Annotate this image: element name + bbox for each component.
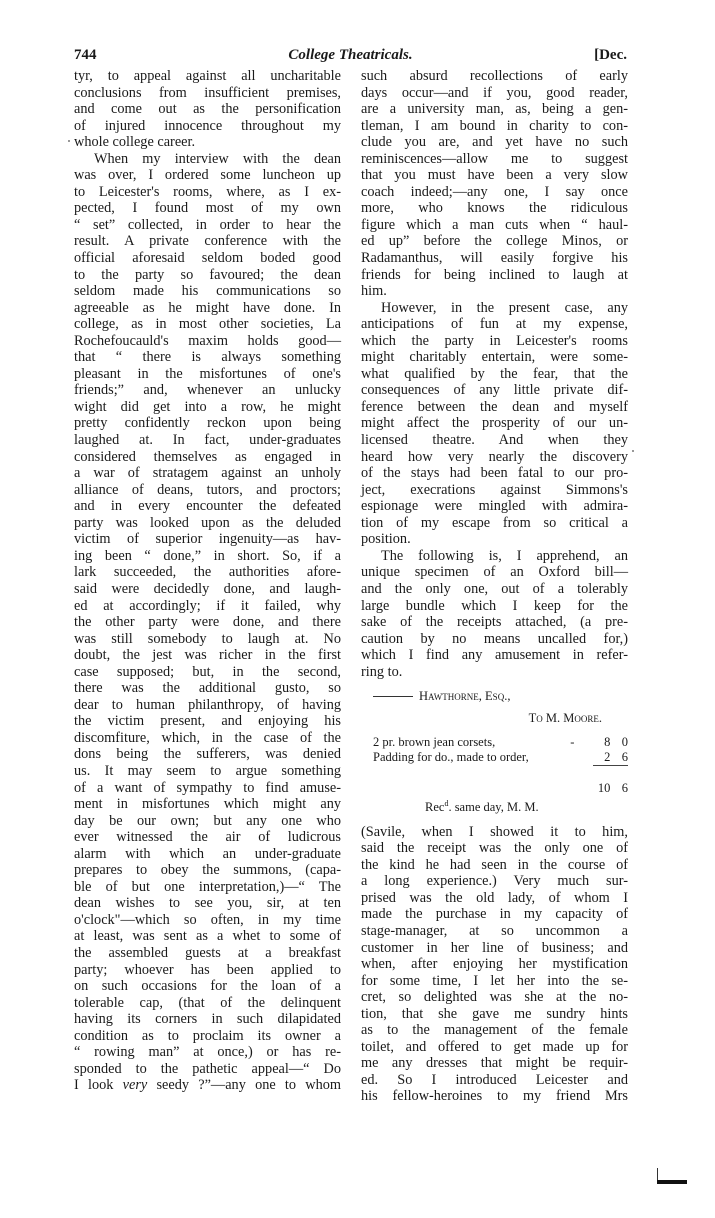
text-line: victim of superior ingenuity—as hav- [74,531,341,548]
text-line: ing been “ done,” in short. So, if a [74,547,341,564]
text-line: and come out as the personification [74,101,341,118]
text-line: Radamanthus, will easily forgive his [361,250,628,267]
addressee-text: Hawthorne, Esq., [419,689,511,704]
item-shillings: 2 [604,750,611,765]
item-leader: - [570,735,575,750]
total-row [373,781,628,796]
right-column-text-after-bill [361,824,628,1105]
text-line: the assembled guests at a breakfast [74,944,341,961]
sum-rule-row [373,766,628,781]
text-line: of a want of sympathy to find amuse- [74,779,341,796]
text-line: tion, that she gave me sundry hints [361,1005,628,1022]
receipt-note [361,796,628,814]
text-line: me any dresses that might be requir- [361,1055,628,1072]
text-line: party was looked upon as the deluded [74,514,341,531]
text-line: seldom made his communications so [74,283,341,300]
text-line: reminiscences—allow me to suggest [361,150,628,167]
text-line: large bundle which I keep for the [361,597,628,614]
running-title: College Theatricals. [288,47,413,63]
text-line: friends;” and, whenever an unlucky [74,382,341,399]
text-line: doubt, the jest was richer in the first [74,647,341,664]
text-line: pected, I found most of my own [74,200,341,217]
text-line: more, who knows the ridiculous [361,200,628,217]
scan-speck [68,140,70,142]
text-line: sake of the receipts attached, (a pre- [361,614,628,631]
blank-name-dash [373,696,413,697]
scan-speck [632,450,634,452]
text-line: ed at accordingly; if it failed, why [74,597,341,614]
text-line: considered themselves as engaged in [74,448,341,465]
text-line: what qualified by the fear, that the [361,365,628,382]
text-line: ed. So I introduced Leicester and [361,1071,628,1088]
text-line: pretty confidently reckon upon being [74,415,341,432]
page-header [74,47,627,67]
text-line: was still somebody to laugh at. No [74,630,341,647]
text-line: However, in the present case, any [381,299,628,316]
text-line: prised was the old lady, of whom I [361,889,628,906]
text-line: tleman, I am bound in charity to con- [361,117,628,134]
page-number: 744 [74,47,97,63]
total-pence: 6 [621,780,628,795]
right-column [361,68,628,1105]
scan-corner-mark [657,1180,687,1184]
text-line: the kind he had seen in the course of [361,856,628,873]
receipt-suffix: . same day, M. M. [448,799,539,814]
text-line: such absurd recollections of early [361,68,628,84]
text-line: his fellow-heroines to my friend Mrs [361,1088,628,1105]
text-line: consequences of any little private dif- [361,382,628,399]
item-description: Padding for do., made to order, [373,750,529,765]
text-line: him. [361,283,387,300]
text-line: that “ there is always something [74,349,341,366]
text-line: alliance of deans, tutors, and proctors; [74,481,341,498]
text-line: “ set” collected, in order to hear the [74,216,341,233]
text-line: “ rowing man” at once,) or has re- [74,1044,341,1061]
receipt-sup: d [444,798,449,808]
text-line: tyr, to appeal against all uncharitable [74,68,341,84]
item-shillings: 8 [604,735,611,750]
text-line: ble of but one interpretation,)—“ The [74,878,341,895]
text-line: ject, execrations against Simmons's [361,481,628,498]
text-line: stage-manager, at so uncommon a [361,923,628,940]
text-line: might affect the prosperity of our un- [361,415,628,432]
text-line: alarm with which an under-graduate [74,845,341,862]
item-description: 2 pr. brown jean corsets, [373,735,496,750]
text-line: ment in misfortunes which might any [74,796,341,813]
text-line: laughed at. In fact, under-graduates [74,432,341,449]
text-line: agreeable as he might have done. In [74,299,341,316]
text-line: said the receipt was the only one of [361,840,628,857]
bill-creditor: To M. Moore. [528,711,602,726]
text-line: when, after enjoying her mystification [361,956,628,973]
text-line: as to the management of the female [361,1022,628,1039]
text-line: ed up” before the college Minos, or [361,233,628,250]
text-line: at least, was sent as a whet to some of [74,928,341,945]
running-month: [Dec. [594,47,627,63]
text-line: figure which a man cuts when “ haul- [361,216,628,233]
text-line: caution by no means uncalled for,) [361,630,628,647]
text-line: condition as to proclaim its owner a [74,1027,341,1044]
bill-items-table [373,735,628,796]
text-line: prepares to obey the summons, (capa- [74,862,341,879]
text-line: whole college career. [74,134,196,151]
text-line: position. [361,531,411,548]
text-line: are a university man, as, being a gen- [361,101,628,118]
text-line: the victim present, and enjoying his [74,713,341,730]
text-line: and the only one, out of a tolerably [361,580,628,597]
text-line: tion of my escape from so critical a [361,514,628,531]
item-pence: 6 [621,750,628,765]
text-line: wight did get into a row, he might [74,398,341,415]
receipt-prefix: Rec [425,799,445,814]
text-line: lark succeeded, the authorities afore- [74,564,341,581]
text-line: on such occasions for the loan of a [74,978,341,995]
text-line: (Savile, when I showed it to him, [361,823,628,840]
text-line: might charitably entertain, were some- [361,349,628,366]
text-line: the other party were done, and there [74,614,341,631]
text-line: day be our own; but any one who [74,812,341,829]
text-line: case supposed; but, in the second, [74,663,341,680]
text-line: to Leicester's rooms, where, as I ex- [74,183,341,200]
text-line: which the party in Leicester's rooms [361,332,628,349]
text-line: that you must have been a very slow [361,167,628,184]
text-line: dean wishes to see you, sir, at ten [74,895,341,912]
text-line: heard how very nearly the discovery [361,448,628,465]
tailor-bill [361,688,628,814]
sum-rule [593,766,628,781]
text-line: tolerable cap, (that of the delinquent [74,994,341,1011]
right-column-text-before-bill [361,68,628,680]
text-line: having its corners in such dilapidated [74,1011,341,1028]
text-line: licensed theatre. And when they [361,432,628,449]
text-line: a war of stratagem against an unholy [74,465,341,482]
text-line: for some time, I let her into the se- [361,972,628,989]
text-line: was over, I ordered some luncheon up [74,167,341,184]
text-line: coach indeed;—any one, I say once [361,183,628,200]
text-line: said were decidedly done, and laugh- [74,580,341,597]
text-line: pleasant in the misfortunes of one's [74,365,341,382]
emphasis: very [122,1077,148,1094]
text-line: ference between the dean and myself [361,398,628,415]
text-line: customer in her line of business; and [361,939,628,956]
text-line: to the party so favoured; the dean [74,266,341,283]
text-line: anticipations of fun at my expense, [361,316,628,333]
text-line: college, as in most other societies, La [74,316,341,333]
text-line: Rochefoucauld's maxim holds good— [74,332,341,349]
item-leader [552,750,593,766]
text-line: of the stays had been fatal to our pro- [361,465,628,482]
text-line: espionage were mingled with admira- [361,498,628,515]
table-row [373,735,628,750]
text-line: dons being the sufferers, was denied [74,746,341,763]
text-line: o'clock"—which so often, in my time [74,911,341,928]
text-line: discomfiture, which, in the case of the [74,729,341,746]
text-line: days occur—and if you, good reader, [361,84,628,101]
text-line: dear to human philanthropy, of having [74,696,341,713]
text-line: a long experience.) Very much sur- [361,873,628,890]
text-line: official aforesaid seldom boded good [74,250,341,267]
item-pence: 0 [621,735,628,750]
text-line: and in every encounter the defeated [74,498,341,515]
text-line: toilet, and offered to get made up for [361,1038,628,1055]
table-row [373,750,628,766]
text-line: of injured innocence throughout my [74,117,341,134]
left-column [74,68,341,1094]
text-line: unique specimen of an Oxford bill— [361,564,628,581]
text-line: friends for being inclined to laugh at [361,266,628,283]
text-line: made the purchase in my capacity of [361,906,628,923]
text-line: The following is, I apprehend, an [381,547,628,564]
text-line: there was the additional gusto, so [74,680,341,697]
text-line: sponded to the pathetic appeal—“ Do [74,1060,341,1077]
total-shillings: 10 [597,780,611,795]
text-line: conclusions from insufficient premises, [74,84,341,101]
text-line: cret, so delighted was she at the no- [361,989,628,1006]
text-line: clude you are, and yet have no such [361,134,628,151]
text-line: result. A private conference with the [74,233,341,250]
text-line: When my interview with the dean [94,150,341,167]
text-line: which I find any amusement in refer- [361,647,628,664]
text-line: I look very seedy ?”—any one to whom [74,1077,342,1094]
bill-addressee [361,688,628,705]
text-line: us. It may seem to argue something [74,762,341,779]
text-line: ring to. [361,663,403,680]
text-line: party; whoever has been applied to [74,961,341,978]
text-line: ever witnessed the air of ludicrous [74,829,341,846]
